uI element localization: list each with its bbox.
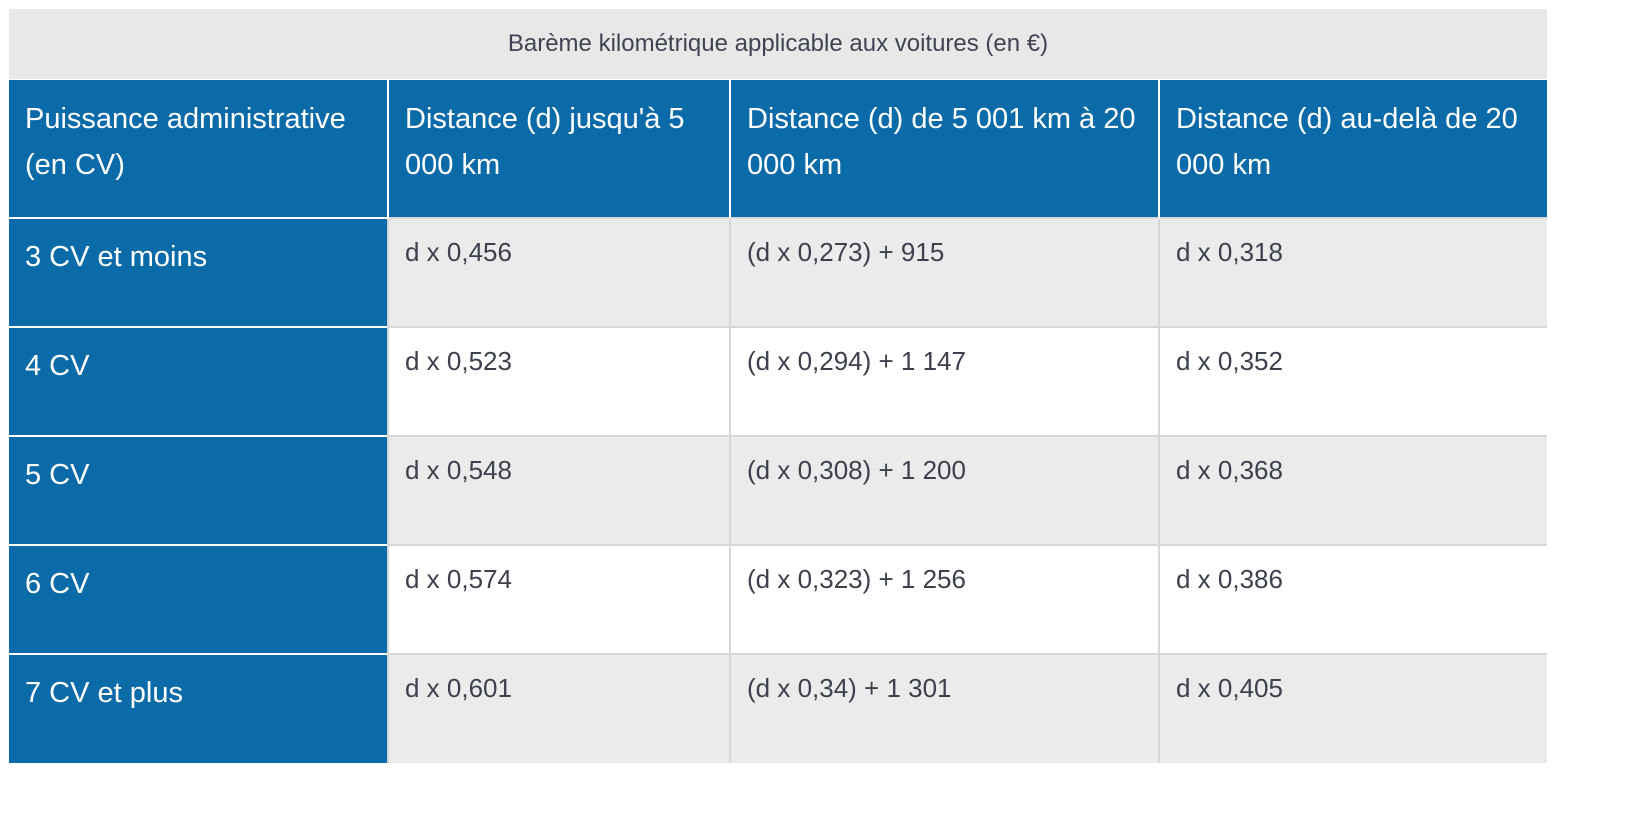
- table-row: [9, 654, 1547, 763]
- cell-5001-to-20000: (d x 0,294) + 1 147: [730, 327, 1159, 436]
- cell-up-to-5000: d x 0,456: [388, 218, 730, 327]
- cell-over-20000: d x 0,386: [1159, 545, 1547, 654]
- header-power: Puissance administrative (en CV): [9, 80, 388, 218]
- cell-up-to-5000: d x 0,548: [388, 436, 730, 545]
- cell-5001-to-20000: (d x 0,308) + 1 200: [730, 436, 1159, 545]
- table-row: [9, 327, 1547, 436]
- cell-5001-to-20000: (d x 0,34) + 1 301: [730, 654, 1159, 763]
- cell-over-20000: d x 0,318: [1159, 218, 1547, 327]
- row-power: 7 CV et plus: [9, 654, 388, 763]
- cell-over-20000: d x 0,405: [1159, 654, 1547, 763]
- cell-up-to-5000: d x 0,601: [388, 654, 730, 763]
- table-row: [9, 545, 1547, 654]
- cell-up-to-5000: d x 0,574: [388, 545, 730, 654]
- mileage-allowance-table: [9, 9, 1547, 763]
- cell-over-20000: d x 0,352: [1159, 327, 1547, 436]
- header-5001-to-20000: Distance (d) de 5 001 km à 20 000 km: [730, 80, 1159, 218]
- cell-up-to-5000: d x 0,523: [388, 327, 730, 436]
- header-row: [9, 80, 1547, 218]
- rates-table: [9, 80, 1547, 763]
- table-row: [9, 436, 1547, 545]
- cell-5001-to-20000: (d x 0,323) + 1 256: [730, 545, 1159, 654]
- header-over-20000: Distance (d) au-delà de 20 000 km: [1159, 80, 1547, 218]
- row-power: 3 CV et moins: [9, 218, 388, 327]
- row-power: 5 CV: [9, 436, 388, 545]
- header-up-to-5000: Distance (d) jusqu'à 5 000 km: [388, 80, 730, 218]
- row-power: 6 CV: [9, 545, 388, 654]
- cell-5001-to-20000: (d x 0,273) + 915: [730, 218, 1159, 327]
- table-caption: Barème kilométrique applicable aux voitures (en €): [9, 9, 1547, 80]
- table-row: [9, 218, 1547, 327]
- row-power: 4 CV: [9, 327, 388, 436]
- cell-over-20000: d x 0,368: [1159, 436, 1547, 545]
